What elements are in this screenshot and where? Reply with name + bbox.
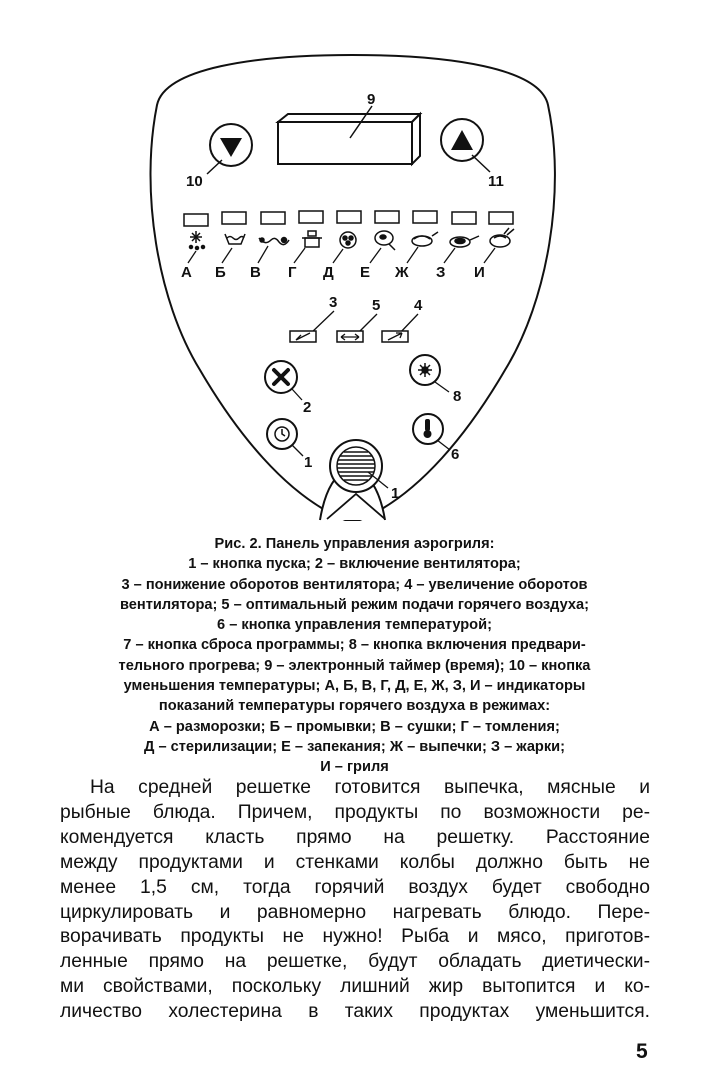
body-line: личество холестерина в таких продуктах уменьшится. (60, 1001, 650, 1023)
label-1-grille: 1 (391, 485, 400, 502)
caption-line: Д – стерилизации; Е – запекания; Ж – выпечки; З – жарки; (144, 738, 565, 755)
caption-line: вентилятора; 5 – оптимальный режим подачи горячего воздуха; (119, 596, 589, 613)
mode-letter-b: Б (215, 264, 226, 281)
body-line: циркулировать и равномерно нагревать блюдо. Пере- (60, 901, 650, 923)
caption-line: И – гриля (320, 759, 389, 776)
body-line: менее 1,5 см, тогда горячий воздух будет свободно (60, 876, 650, 898)
mode-letter-e: Е (360, 264, 371, 281)
sun-icon (418, 363, 432, 377)
fan-speed-down-button[interactable] (290, 331, 316, 342)
label-11: 11 (488, 173, 504, 190)
figure-caption (50, 534, 659, 778)
body-line: ворачивать продукты не нужно! Рыба и мясо, приготов- (60, 926, 650, 948)
timer-display (278, 114, 420, 164)
label-4: 4 (414, 297, 423, 314)
body-line: ленные прямо на решетке, будут обладать диетически- (60, 951, 650, 973)
label-5: 5 (372, 297, 381, 314)
body-paragraph (60, 776, 650, 1025)
mode-letter-a: А (181, 264, 192, 281)
temperature-control-button[interactable] (413, 414, 443, 444)
body-line: На средней решетке готовится выпечка, мясные и (90, 777, 650, 798)
mode-letter-z: З (436, 264, 446, 281)
caption-line: показаний температуры горячего воздуха в режимах: (158, 698, 551, 715)
reset-program-button[interactable] (265, 361, 297, 393)
fan-speed-up-button[interactable] (382, 331, 408, 342)
caption-line: 6 – кнопка управления температурой; (217, 617, 492, 634)
label-1-start: 1 (304, 454, 313, 471)
caption-line: уменьшения температуры; А, Б, В, Г, Д, Е, Ж, З, И – индикаторы (123, 678, 586, 695)
mode-letter-v: В (250, 264, 261, 281)
control-panel-figure (0, 0, 709, 530)
caption-line: тельного прогрева; 9 – электронный таймер (время); 10 – кнопка (118, 657, 591, 674)
body-line: рыбные блюда. Причем, продукты по возможности ре- (60, 801, 650, 823)
caption-line: 1 – кнопка пуска; 2 – включение вентилятора; (188, 556, 521, 573)
label-6: 6 (451, 446, 460, 463)
fan-optimal-mode-button[interactable] (337, 331, 363, 342)
label-2: 2 (303, 399, 312, 416)
mode-letter-d: Д (323, 264, 334, 281)
caption-line: 3 – понижение оборотов вентилятора; 4 – увеличение оборотов (121, 576, 588, 593)
preheat-button[interactable] (410, 355, 440, 385)
mode-letter-zh: Ж (395, 264, 409, 281)
label-8: 8 (453, 388, 462, 405)
start-button[interactable] (267, 419, 297, 449)
page-number: 5 (636, 1040, 648, 1063)
label-9: 9 (367, 91, 376, 108)
temperature-down-button[interactable] (210, 124, 252, 166)
mode-letter-g: Г (288, 264, 297, 281)
caption-line: Рис. 2. Панель управления аэрогриля: (214, 536, 495, 552)
body-line: между продуктами и стенками колбы должно быть не (60, 851, 650, 873)
label-10: 10 (186, 173, 203, 190)
body-line: комендуется класть прямо на решетку. Расстояние (60, 826, 650, 848)
mode-letter-i: И (474, 264, 485, 281)
mode-indicators (184, 211, 513, 226)
caption-line: 7 – кнопка сброса программы; 8 – кнопка включения предвари- (123, 637, 586, 654)
caption-line: А – разморозки; Б – промывки; В – сушки; Г – томления; (149, 718, 560, 735)
label-3: 3 (329, 294, 338, 311)
body-line: ми свойствами, поскольку лишний жир вытопится и ко- (60, 976, 650, 998)
temperature-up-button[interactable] (441, 119, 483, 161)
